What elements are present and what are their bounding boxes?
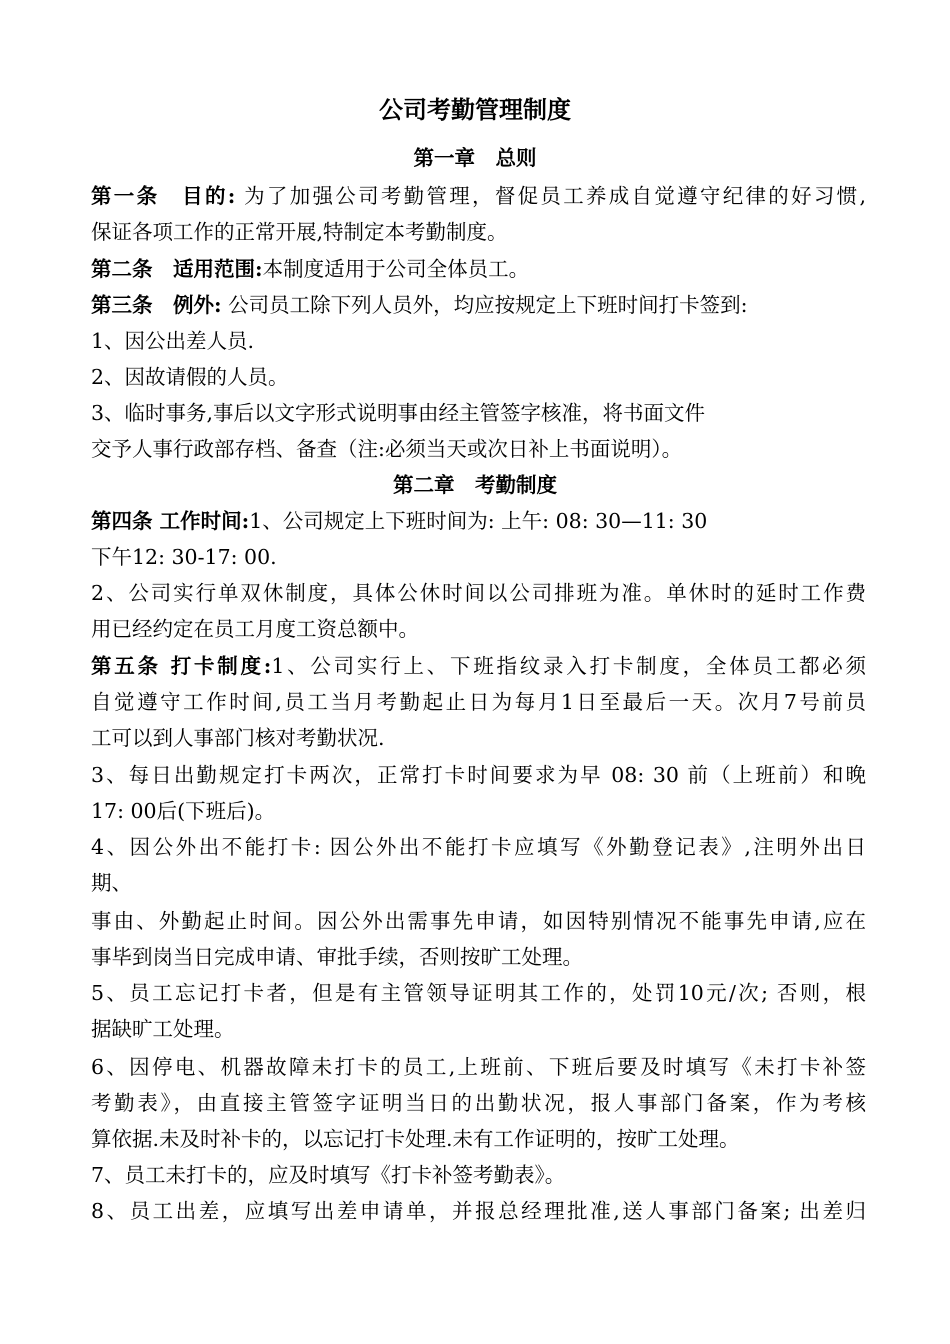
article-5-para-4-line-1: 4、因公外出不能打卡: 因公外出不能打卡应填写《外勤登记表》,注明外出日 [91, 835, 866, 859]
article-1-line-2: 保证各项工作的正常开展,特制定本考勤制度。 [91, 220, 508, 244]
article-3-label: 第三条 例外: [91, 293, 222, 317]
article-5-para-4-line-2: 期、 [91, 871, 132, 895]
article-4-line-1 [91, 508, 866, 534]
article-4-line-2: 下午12: 30-17: 00. [91, 545, 277, 569]
article-5-line-1 [91, 653, 866, 679]
article-5-text: 1、公司实行上、下班指纹录入打卡制度，全体员工都必须 [271, 654, 866, 678]
article-5-line-2: 自觉遵守工作时间,员工当月考勤起止日为每月1日至最后一天。次月7号前员 [91, 690, 866, 714]
article-5-para-6-line-3: 算依据.未及时补卡的，以忘记打卡处理.未有工作证明的，按旷工处理。 [91, 1127, 740, 1151]
article-2-line [91, 256, 866, 282]
article-2-text: 本制度适用于公司全体员工。 [262, 257, 530, 281]
article-1-line-1 [91, 183, 866, 209]
article-5-para-7: 7、员工未打卡的，应及时填写《打卡补签考勤表》。 [91, 1163, 566, 1187]
article-5-para-5-line-2: 据缺旷工处理。 [91, 1017, 235, 1041]
chapter-1-heading: 第一章 总则 [413, 146, 537, 170]
article-4-label: 第四条 工作时间: [91, 509, 250, 533]
article-3-text: 公司员工除下列人员外，均应按规定上下班时间打卡签到: [228, 293, 748, 317]
article-5-para-4-line-3: 事由、外勤起止时间。因公外出需事先申请，如因特别情况不能事先申请,应在 [91, 909, 866, 933]
chapter-2-heading: 第二章 考勤制度 [393, 473, 557, 497]
article-3-item-3-line-1: 3、临时事务,事后以文字形式说明事由经主管签字核准，将书面文件 [91, 401, 706, 425]
article-5-para-4-line-4: 事毕到岗当日完成申请、审批手续，否则按旷工处理。 [91, 945, 583, 969]
article-3-line [91, 292, 866, 318]
article-2-label: 第二条 适用范围: [91, 257, 263, 281]
article-5-para-3-line-1: 3、每日出勤规定打卡两次，正常打卡时间要求为早 08: 30 前（上班前）和晚 [91, 763, 866, 787]
article-3-item-3-line-2: 交予人事行政部存档、备查（注:必须当天或次日补上书面说明）。 [91, 437, 683, 461]
article-5-label: 第五条 打卡制度: [91, 654, 272, 678]
article-3-item-1: 1、因公出差人员. [91, 329, 255, 353]
article-4-para-2-line-1: 2、公司实行单双休制度，具体公休时间以公司排班为准。单休时的延时工作费 [91, 581, 866, 605]
article-5-para-8-line-1: 8、员工出差，应填写出差申请单，并报总经理批准,送人事部门备案; 出差归 [91, 1199, 866, 1223]
article-5-para-6-line-1: 6、因停电、机器故障未打卡的员工,上班前、下班后要及时填写《未打卡补签 [91, 1055, 866, 1079]
article-4-text: 1、公司规定上下班时间为: 上午: 08: 30—11: 30 [249, 509, 708, 533]
document-title: 公司考勤管理制度 [379, 95, 571, 124]
article-5-para-3-line-2: 17: 00后(下班后)。 [91, 799, 276, 823]
article-1-label: 第一条 目的: [91, 184, 236, 208]
article-3-item-2: 2、因故请假的人员。 [91, 365, 289, 389]
article-1-text: 为了加强公司考勤管理，督促员工养成自觉遵守纪律的好习惯, [244, 184, 866, 208]
article-5-line-3: 工可以到人事部门核对考勤状况. [91, 726, 385, 750]
article-5-para-5-line-1: 5、员工忘记打卡者，但是有主管领导证明其工作的，处罚10元/次; 否则，根 [91, 981, 866, 1005]
article-4-para-2-line-2: 用已经约定在员工月度工资总额中。 [91, 617, 419, 641]
article-5-para-6-line-2: 考勤表》，由直接主管签字证明当日的出勤状况，报人事部门备案，作为考核 [91, 1091, 866, 1115]
